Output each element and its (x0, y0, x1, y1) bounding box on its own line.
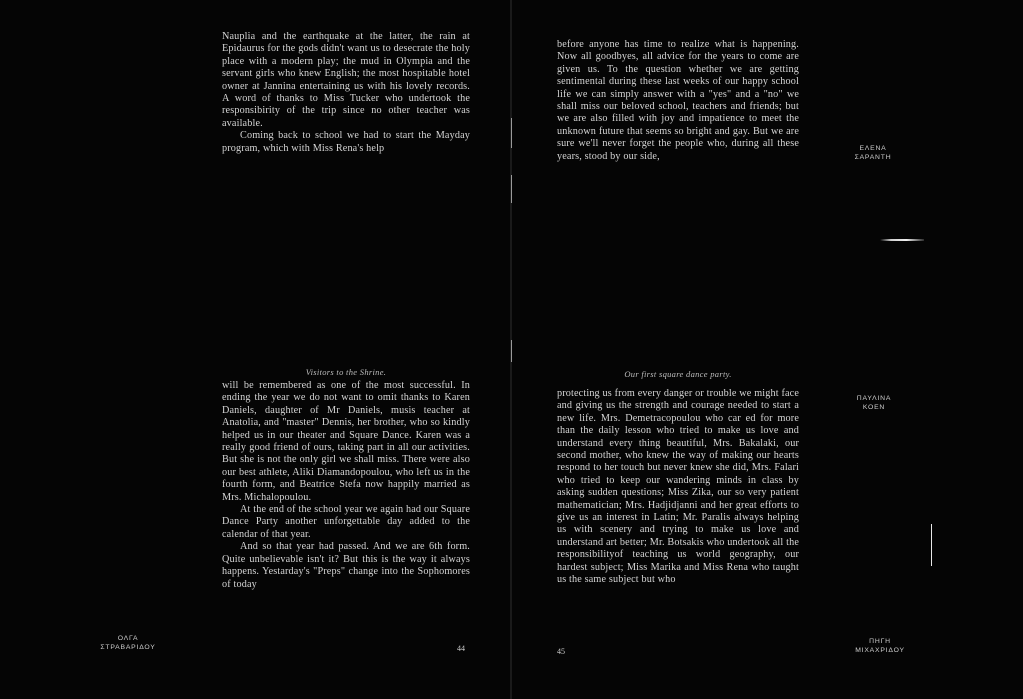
left-bottom-paragraph-2: At the end of the school year we again had our Square Dance Party another unforgettable day added to the calendar of that year. (222, 504, 470, 540)
left-top-paragraph-1: Nauplia and the earthquake at the latter, the rain at Epidaurus for the gods didn't want us to desecrate the holy place with a modern play; the mud in Olympia and the servant girls who knew English; the most hospitable hotel owner at Jannina entertaining us with his lovely records. A word of thanks to Miss Tucker who undertook the responsibirity of the trip since no other teacher was available. (222, 31, 470, 129)
left-page-number: 44 (457, 644, 465, 653)
side-name-first: ΕΛΕΝΑ (859, 145, 887, 152)
left-photo-caption: Visitors to the Shrine. (305, 367, 387, 377)
left-top-paragraph-2: Coming back to school we had to start the Mayday program, which with Miss Rena's help (222, 130, 470, 154)
side-name-first: ΠΗΓΗ (869, 638, 891, 645)
gutter-mark (511, 340, 512, 362)
gutter-mark (511, 175, 512, 203)
side-name-first: ΠΑΥΛΙΝΑ (856, 395, 892, 402)
right-top-paragraph-1: before anyone has time to realize what is happening. Now all goodbyes, all advice for the years to come are given us. To the question whether we are getting sentimental during these last weeks of our happy school life we can simply answer with a "yes" and a "no" we shall miss our beloved school, teachers and friends; but we are also filled with joy and impatience to meet the unknown future that seems so bright and gay. But we are sure we'll never forget the people who, during all these years, stood by our side, (557, 39, 799, 162)
right-side-name-top (838, 144, 908, 162)
right-bottom-column (557, 388, 799, 587)
side-name-last: ΜΙΧΑΧΡΙΔΟΥ (855, 647, 905, 654)
right-side-name-bottom (838, 637, 922, 655)
side-name-last: ΚΟΕΝ (862, 404, 886, 411)
left-side-name (88, 634, 168, 652)
left-bottom-column (222, 380, 470, 591)
left-top-column (222, 31, 470, 155)
side-name-last: ΣΑΡΑΝΤΗ (854, 154, 892, 161)
left-bottom-paragraph-1: will be remembered as one of the most successful. In ending the year we do not want to omit thanks to Karen Daniels, daughter of Mr Daniels, musis teacher at Anatolia, and "master" Dennis, her brother, who so kindly helped us in our theater and Square Dance. Karen was a really good friend of ours, taking part in all our activities. But she is not the only girl we shall miss. There were also our best athlete, Aliki Diamandopoulou, who left us in the fourth form, and Beatrice Stefa now happily married as Mrs. Michalopoulou. (222, 380, 470, 503)
gutter-mark (511, 118, 512, 148)
side-name-last: ΣΤΡΑΒΑΡΙΔΟΥ (100, 644, 156, 651)
right-side-name-middle (839, 394, 909, 412)
left-bottom-paragraph-3: And so that year had passed. And we are 6th form. Quite unbelievable isn't it? But this is the way it always happens. Yestarday's "Preps" change into the Sophomores of today (222, 541, 470, 590)
margin-tick (931, 524, 932, 566)
right-bottom-paragraph-1: protecting us from every danger or trouble we might face and giving us the strength and courage needed to start a new life. Mrs. Demetracopoulou who car ed for more than the daily lesson who tried to make us love and understand every thing beautiful, Mrs. Bakalaki, our second mother, who knew the way of making our hearts respond to her touch but never knew she did, Mrs. Falari who tried to keep our wandering minds in class by asking sudden questions; Miss Zika, our so very patient mathematician; Mrs. Hadjidjanni and her great efforts to give us an interest in Latin; Mr. Paralis always helping us with scenery and trying to make us love and understand art better; Mr. Botsakis who undertook all the responsibilityof teaching us world geography, our hardest subject; Miss Marika and Miss Rena who taught us the same subject but who (557, 388, 799, 586)
photo-edge-streak (880, 239, 924, 241)
right-top-column (557, 39, 799, 163)
right-photo-caption: Our first square dance party. (624, 369, 732, 379)
side-name-first: ΟΛΓΑ (117, 635, 139, 642)
right-page-number: 45 (557, 647, 565, 656)
